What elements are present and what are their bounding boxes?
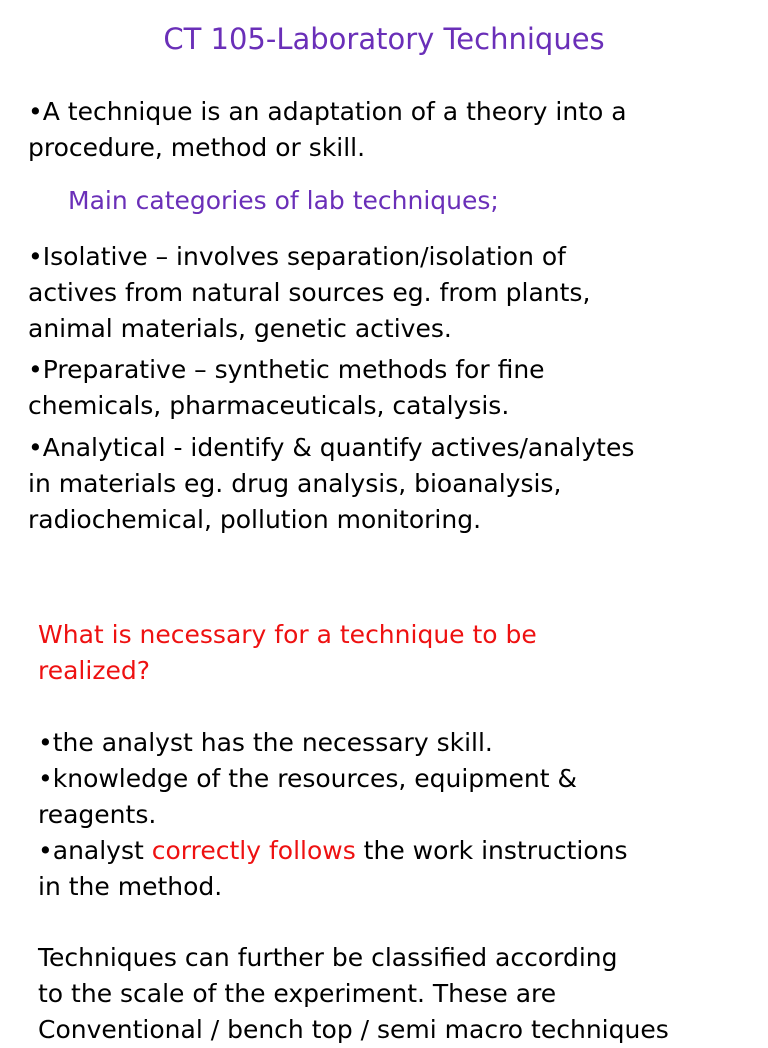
category-line: •Isolative – involves separation/isolation of [28, 242, 566, 271]
category-line: •Analytical - identify & quantify actives/analytes [28, 433, 635, 462]
question-line: realized? [38, 656, 150, 685]
category-line: •Preparative – synthetic methods for fine [28, 355, 545, 384]
intro-paragraph [28, 94, 627, 166]
question-line: What is necessary for a technique to be [38, 620, 537, 649]
category-line: radiochemical, pollution monitoring. [28, 505, 482, 534]
scale-paragraph [38, 940, 669, 1048]
category-isolative [28, 239, 590, 347]
requirement-item: •the analyst has the necessary skill. [38, 728, 493, 757]
category-line: animal materials, genetic actives. [28, 314, 452, 343]
scale-line: Conventional / bench top / semi macro techniques [38, 1015, 669, 1044]
categories-subheading: Main categories of lab techniques; [68, 186, 499, 215]
category-line: in materials eg. drug analysis, bioanalysis, [28, 469, 562, 498]
requirement-text: •analyst [38, 836, 152, 865]
category-preparative [28, 352, 545, 424]
emphasis-text: correctly follows [151, 836, 356, 865]
requirement-item-continued: in the method. [38, 872, 223, 901]
scale-line: Techniques can further be classified according [38, 943, 618, 972]
intro-line: procedure, method or skill. [28, 133, 366, 162]
requirement-text: the work instructions [355, 836, 628, 865]
scale-line: to the scale of the experiment. These are [38, 979, 557, 1008]
requirement-item-continued: reagents. [38, 800, 157, 829]
requirements-list [38, 725, 628, 905]
intro-line: •A technique is an adaptation of a theory into a [28, 97, 627, 126]
slide-title: CT 105-Laboratory Techniques [163, 22, 605, 56]
category-line: actives from natural sources eg. from plants, [28, 278, 591, 307]
category-line: chemicals, pharmaceuticals, catalysis. [28, 391, 510, 420]
question-heading [38, 617, 537, 689]
category-analytical [28, 430, 634, 538]
requirement-item: •knowledge of the resources, equipment & [38, 764, 578, 793]
requirement-item [38, 833, 628, 869]
